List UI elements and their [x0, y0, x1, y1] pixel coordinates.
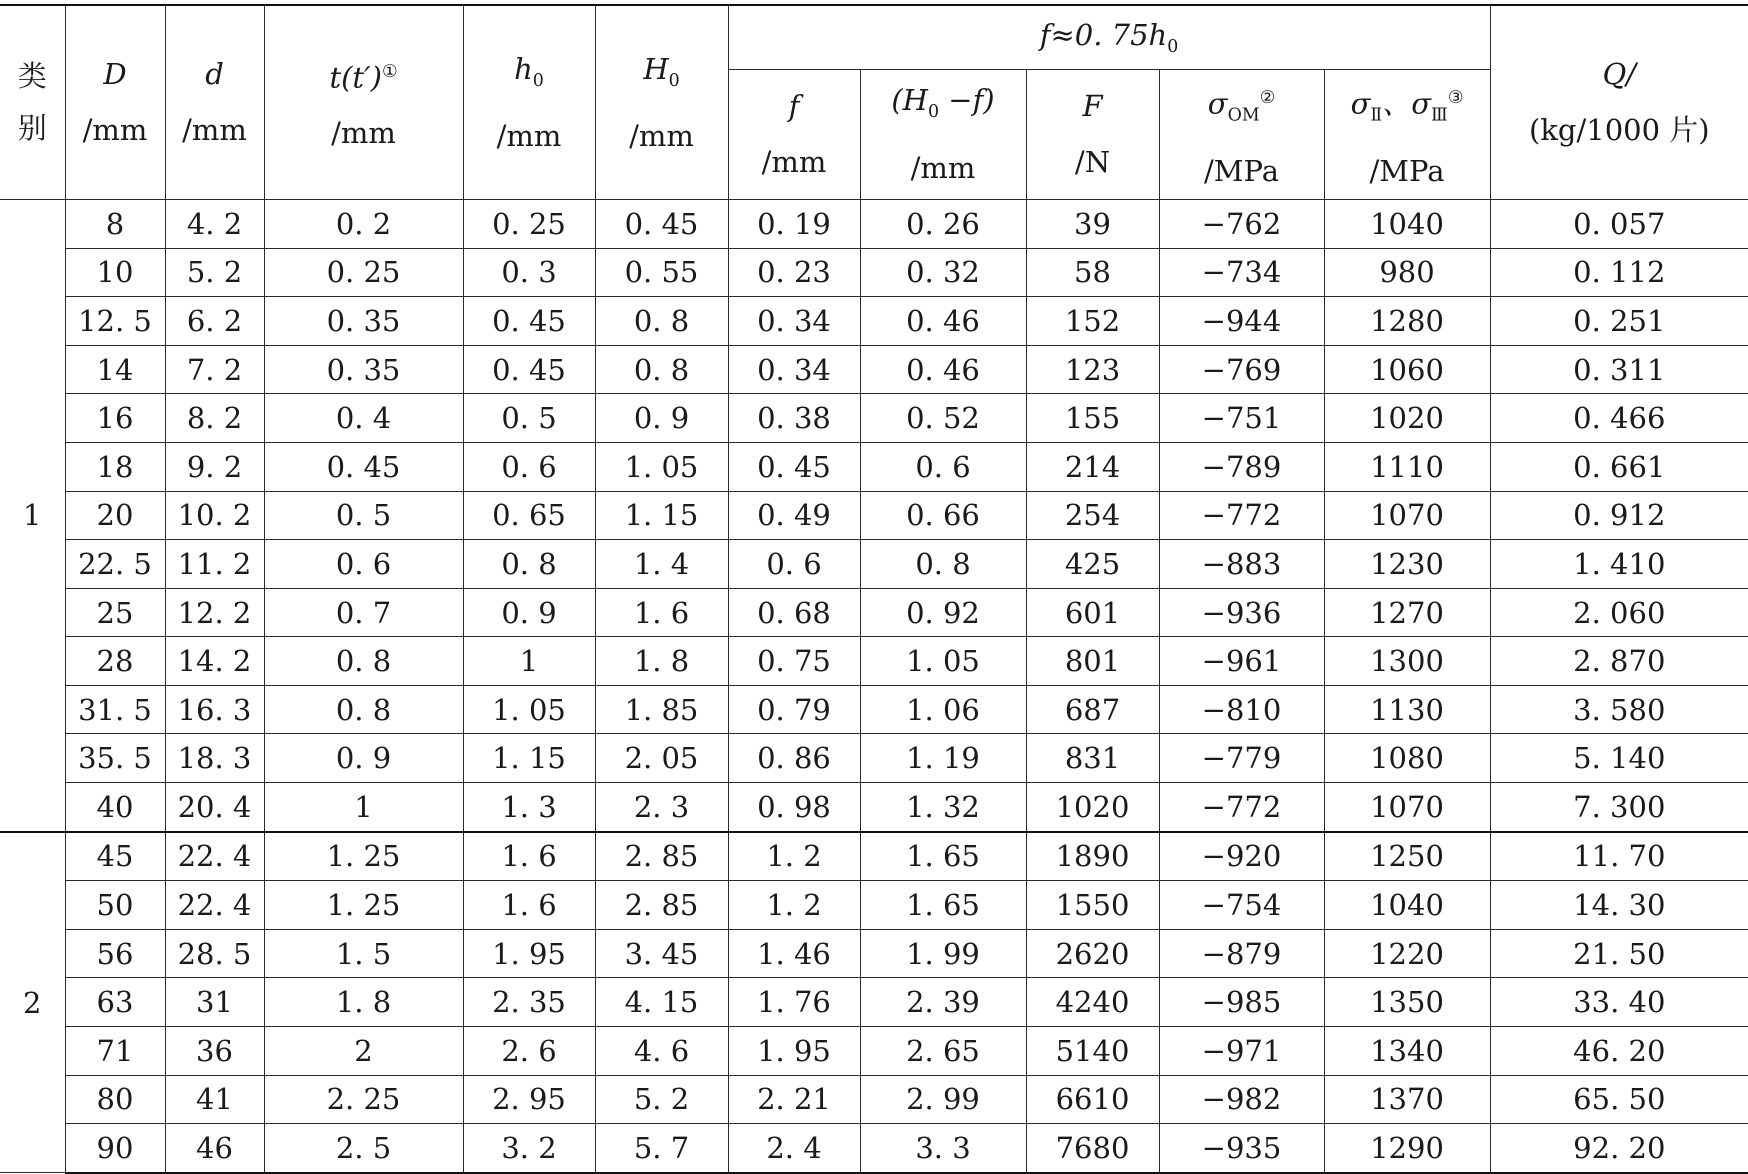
- header-F-unit: /N: [1074, 145, 1111, 180]
- table-cell: 0. 35: [264, 297, 463, 346]
- table-cell: 0. 25: [264, 248, 463, 297]
- table-cell: 2. 060: [1490, 588, 1748, 637]
- table-row: [0, 1124, 1748, 1173]
- table-cell: 0. 912: [1490, 491, 1748, 540]
- table-cell: 46. 20: [1490, 1027, 1748, 1076]
- table-cell: 5. 2: [595, 1075, 728, 1124]
- table-cell: 2: [264, 1027, 463, 1076]
- table-cell: −985: [1159, 978, 1324, 1027]
- table-cell: 2. 95: [463, 1075, 595, 1124]
- table-cell: 56: [65, 929, 165, 978]
- table-cell: −762: [1159, 199, 1324, 248]
- table-cell: 1. 8: [264, 978, 463, 1027]
- table-cell: 0. 7: [264, 588, 463, 637]
- table-cell: 71: [65, 1027, 165, 1076]
- table-cell: 1080: [1324, 734, 1490, 783]
- table-cell: −769: [1159, 345, 1324, 394]
- table-cell: 0. 46: [860, 345, 1026, 394]
- table-cell: 6. 2: [165, 297, 264, 346]
- table-cell: 25: [65, 588, 165, 637]
- table-cell: 1130: [1324, 685, 1490, 734]
- table-cell: 0. 45: [463, 345, 595, 394]
- table-row: [0, 685, 1748, 734]
- table-cell: 1. 19: [860, 734, 1026, 783]
- table-cell: 0. 9: [264, 734, 463, 783]
- table-cell: 0. 26: [860, 199, 1026, 248]
- table-cell: −879: [1159, 929, 1324, 978]
- table-cell: 0. 38: [728, 394, 860, 443]
- table-cell: −754: [1159, 881, 1324, 930]
- header-sigma-ii-iii: [1324, 69, 1490, 199]
- table-cell: 5. 2: [165, 248, 264, 297]
- header-H0f-pre: (H: [891, 83, 928, 118]
- table-cell: 0. 6: [860, 442, 1026, 491]
- table-cell: 0. 45: [728, 442, 860, 491]
- table-cell: −982: [1159, 1075, 1324, 1124]
- header-sigma-om: [1159, 69, 1324, 199]
- header-group-sub: 0: [1167, 36, 1179, 57]
- table-cell: 1. 65: [860, 832, 1026, 881]
- category-cell: 2: [0, 832, 65, 1173]
- table-cell: 40: [65, 783, 165, 832]
- table-cell: 92. 20: [1490, 1124, 1748, 1173]
- table-cell: −971: [1159, 1027, 1324, 1076]
- table-cell: 1060: [1324, 345, 1490, 394]
- table-cell: 0. 34: [728, 345, 860, 394]
- table-cell: 0. 75: [728, 637, 860, 686]
- table-cell: 1. 15: [595, 491, 728, 540]
- table-cell: −961: [1159, 637, 1324, 686]
- table-row: [0, 345, 1748, 394]
- table-cell: 7. 2: [165, 345, 264, 394]
- table-row: [0, 1027, 1748, 1076]
- table-cell: 1. 46: [728, 929, 860, 978]
- table-cell: 2. 5: [264, 1124, 463, 1173]
- table-cell: 18. 3: [165, 734, 264, 783]
- table-cell: 5140: [1026, 1027, 1159, 1076]
- table-cell: 980: [1324, 248, 1490, 297]
- table-cell: 1. 06: [860, 685, 1026, 734]
- table-cell: 22. 4: [165, 881, 264, 930]
- header-sigmaOM-note: ②: [1259, 87, 1276, 108]
- table-cell: −789: [1159, 442, 1324, 491]
- table-cell: 1. 2: [728, 881, 860, 930]
- table-cell: 1. 65: [860, 881, 1026, 930]
- table-cell: 5. 140: [1490, 734, 1748, 783]
- header-group-pre: f≈0. 75h: [1039, 17, 1168, 52]
- table-cell: 3. 2: [463, 1124, 595, 1173]
- table-cell: 0. 9: [463, 588, 595, 637]
- table-cell: −920: [1159, 832, 1324, 881]
- table-cell: 50: [65, 881, 165, 930]
- header-t-unit: /mm: [331, 116, 396, 151]
- table-cell: 831: [1026, 734, 1159, 783]
- table-cell: 4. 2: [165, 199, 264, 248]
- header-H0-minus-f: [860, 69, 1026, 199]
- table-cell: 1. 2: [728, 832, 860, 881]
- table-cell: 0. 4: [264, 394, 463, 443]
- table-cell: 12. 2: [165, 588, 264, 637]
- table-row: [0, 588, 1748, 637]
- header-H0f-post: −f): [939, 83, 995, 118]
- table-cell: 31: [165, 978, 264, 1027]
- table-cell: 65. 50: [1490, 1075, 1748, 1124]
- table-cell: −751: [1159, 394, 1324, 443]
- header-Q: [1490, 5, 1748, 199]
- table-cell: 0. 66: [860, 491, 1026, 540]
- header-Q-line2: (kg/1000 片): [1529, 113, 1710, 148]
- table-cell: 1. 4: [595, 540, 728, 589]
- table-cell: 0. 68: [728, 588, 860, 637]
- table-cell: 1. 6: [463, 881, 595, 930]
- table-cell: 2. 35: [463, 978, 595, 1027]
- table-row: [0, 783, 1748, 832]
- table-cell: 0. 25: [463, 199, 595, 248]
- table-cell: 0. 79: [728, 685, 860, 734]
- table-cell: −810: [1159, 685, 1324, 734]
- table-cell: 1. 8: [595, 637, 728, 686]
- table-cell: 1. 3: [463, 783, 595, 832]
- table-row: [0, 978, 1748, 1027]
- table-cell: 1230: [1324, 540, 1490, 589]
- table-cell: 2. 4: [728, 1124, 860, 1173]
- header-d-symbol: d: [205, 57, 224, 92]
- table-row: [0, 881, 1748, 930]
- table-cell: 1040: [1324, 199, 1490, 248]
- header-sigmaII-sub2: Ⅲ: [1431, 104, 1448, 125]
- header-category: [0, 5, 65, 199]
- table-cell: 0. 5: [463, 394, 595, 443]
- table-cell: 39: [1026, 199, 1159, 248]
- table-cell: 1110: [1324, 442, 1490, 491]
- table-cell: 123: [1026, 345, 1159, 394]
- table-cell: −936: [1159, 588, 1324, 637]
- table-cell: 0. 23: [728, 248, 860, 297]
- table-cell: 36: [165, 1027, 264, 1076]
- table-row: [0, 491, 1748, 540]
- table-cell: 28. 5: [165, 929, 264, 978]
- table-row: [0, 442, 1748, 491]
- table-cell: 0. 6: [728, 540, 860, 589]
- table-cell: 28: [65, 637, 165, 686]
- table-cell: 8. 2: [165, 394, 264, 443]
- table-cell: 0. 34: [728, 297, 860, 346]
- table-cell: 1. 95: [728, 1027, 860, 1076]
- table-cell: 0. 8: [264, 685, 463, 734]
- table-cell: 1. 95: [463, 929, 595, 978]
- table-cell: 1020: [1026, 783, 1159, 832]
- table-cell: 0. 45: [463, 297, 595, 346]
- table-cell: 41: [165, 1075, 264, 1124]
- table-cell: 21. 50: [1490, 929, 1748, 978]
- header-D-unit: /mm: [82, 113, 148, 148]
- table-cell: 1. 15: [463, 734, 595, 783]
- table-cell: 0. 65: [463, 491, 595, 540]
- table-cell: 9. 2: [165, 442, 264, 491]
- table-cell: 6610: [1026, 1075, 1159, 1124]
- table-cell: 22. 4: [165, 832, 264, 881]
- table-row: [0, 248, 1748, 297]
- table-cell: 1890: [1026, 832, 1159, 881]
- table-cell: 4. 6: [595, 1027, 728, 1076]
- table-cell: 33. 40: [1490, 978, 1748, 1027]
- table-cell: 1. 5: [264, 929, 463, 978]
- table-cell: 1. 99: [860, 929, 1026, 978]
- table-cell: 14. 30: [1490, 881, 1748, 930]
- table-cell: 0. 46: [860, 297, 1026, 346]
- table-cell: 11. 2: [165, 540, 264, 589]
- table-cell: 90: [65, 1124, 165, 1173]
- table-cell: 2. 6: [463, 1027, 595, 1076]
- table-cell: 1. 05: [595, 442, 728, 491]
- table-cell: 46: [165, 1124, 264, 1173]
- table-cell: 1. 410: [1490, 540, 1748, 589]
- table-cell: 2. 21: [728, 1075, 860, 1124]
- header-sigmaOM-sub: OM: [1227, 104, 1260, 125]
- header-t-symbol: t(t′): [329, 60, 382, 95]
- table-cell: 1070: [1324, 491, 1490, 540]
- table-cell: 2. 25: [264, 1075, 463, 1124]
- table-cell: 3. 3: [860, 1124, 1026, 1173]
- table-cell: 4. 15: [595, 978, 728, 1027]
- table-cell: 11. 70: [1490, 832, 1748, 881]
- table-cell: 10. 2: [165, 491, 264, 540]
- table-row: [0, 1075, 1748, 1124]
- header-h0-symbol: h: [514, 51, 533, 86]
- table-cell: 1220: [1324, 929, 1490, 978]
- header-h0-sub: 0: [532, 70, 544, 91]
- table-cell: −772: [1159, 783, 1324, 832]
- table-cell: 0. 057: [1490, 199, 1748, 248]
- table-cell: 2. 99: [860, 1075, 1026, 1124]
- header-D: [65, 5, 165, 199]
- header-t: [264, 5, 463, 199]
- table-cell: 0. 8: [463, 540, 595, 589]
- table-cell: 1070: [1324, 783, 1490, 832]
- table-cell: 601: [1026, 588, 1159, 637]
- table-cell: 0. 8: [264, 637, 463, 686]
- table-cell: −935: [1159, 1124, 1324, 1173]
- table-cell: −944: [1159, 297, 1324, 346]
- table-cell: 12. 5: [65, 297, 165, 346]
- table-cell: 1. 6: [463, 832, 595, 881]
- table-cell: 0. 86: [728, 734, 860, 783]
- table-cell: 801: [1026, 637, 1159, 686]
- header-group-f: [728, 5, 1490, 69]
- header-H0: [595, 5, 728, 199]
- header-f-symbol: f: [788, 89, 800, 124]
- header-sigmaII-symbol: σ: [1350, 86, 1371, 121]
- table-body: [0, 199, 1748, 1172]
- table-cell: 22. 5: [65, 540, 165, 589]
- table-cell: 0. 5: [264, 491, 463, 540]
- table-cell: 1. 05: [860, 637, 1026, 686]
- table-cell: −779: [1159, 734, 1324, 783]
- table-cell: 1. 76: [728, 978, 860, 1027]
- table-cell: 1370: [1324, 1075, 1490, 1124]
- header-H0f-sub: 0: [927, 102, 940, 123]
- header-D-symbol: D: [103, 57, 127, 92]
- table-cell: 4240: [1026, 978, 1159, 1027]
- header-F-symbol: F: [1082, 89, 1103, 124]
- table-cell: 0. 8: [595, 345, 728, 394]
- table-cell: −883: [1159, 540, 1324, 589]
- table-cell: 80: [65, 1075, 165, 1124]
- table-cell: 1300: [1324, 637, 1490, 686]
- table-cell: 1250: [1324, 832, 1490, 881]
- table-cell: 155: [1026, 394, 1159, 443]
- table-cell: 1. 85: [595, 685, 728, 734]
- header-h0: [463, 5, 595, 199]
- table-cell: 1: [463, 637, 595, 686]
- table-cell: 0. 466: [1490, 394, 1748, 443]
- header-F: [1026, 69, 1159, 199]
- table-cell: 35. 5: [65, 734, 165, 783]
- header-category-line1: 类: [17, 59, 47, 94]
- table-cell: 0. 19: [728, 199, 860, 248]
- table-row: [0, 929, 1748, 978]
- table-cell: 58: [1026, 248, 1159, 297]
- table-cell: 1280: [1324, 297, 1490, 346]
- header-sigmaII-note: ③: [1447, 87, 1464, 108]
- table-cell: 1350: [1324, 978, 1490, 1027]
- table-cell: 7. 300: [1490, 783, 1748, 832]
- table-cell: 2. 05: [595, 734, 728, 783]
- table-row: [0, 637, 1748, 686]
- table-cell: −734: [1159, 248, 1324, 297]
- table-cell: 0. 35: [264, 345, 463, 394]
- header-sigmaII-mid: 、σ: [1382, 86, 1432, 121]
- table-cell: 152: [1026, 297, 1159, 346]
- table-cell: 10: [65, 248, 165, 297]
- table-cell: 687: [1026, 685, 1159, 734]
- table-cell: 63: [65, 978, 165, 1027]
- table-cell: 0. 52: [860, 394, 1026, 443]
- header-sigmaOM-unit: /MPa: [1204, 153, 1279, 188]
- table-cell: 18: [65, 442, 165, 491]
- table-cell: 2. 870: [1490, 637, 1748, 686]
- header-sigmaII-sub: Ⅱ: [1370, 104, 1383, 125]
- table-cell: 0. 112: [1490, 248, 1748, 297]
- header-t-note: ①: [381, 61, 398, 82]
- table-cell: 2620: [1026, 929, 1159, 978]
- header-f: [728, 69, 860, 199]
- table-cell: 0. 251: [1490, 297, 1748, 346]
- header-d: [165, 5, 264, 199]
- header-H0-symbol: H: [643, 51, 669, 86]
- table-cell: 0. 45: [595, 199, 728, 248]
- header-sigmaII-unit: /MPa: [1369, 153, 1445, 188]
- table-cell: 20. 4: [165, 783, 264, 832]
- table-row: [0, 394, 1748, 443]
- table-cell: 45: [65, 832, 165, 881]
- table-cell: 16. 3: [165, 685, 264, 734]
- table-row: [0, 734, 1748, 783]
- table-cell: 5. 7: [595, 1124, 728, 1173]
- table-cell: 3. 580: [1490, 685, 1748, 734]
- table-cell: 3. 45: [595, 929, 728, 978]
- table-cell: 14: [65, 345, 165, 394]
- table-cell: 0. 49: [728, 491, 860, 540]
- table-header: [0, 5, 1748, 199]
- table-cell: 1. 25: [264, 881, 463, 930]
- table-cell: 425: [1026, 540, 1159, 589]
- table-cell: 0. 661: [1490, 442, 1748, 491]
- table-cell: 214: [1026, 442, 1159, 491]
- header-d-unit: /mm: [182, 113, 247, 148]
- table-cell: 1. 6: [595, 588, 728, 637]
- table-cell: 1. 05: [463, 685, 595, 734]
- table-cell: 254: [1026, 491, 1159, 540]
- table-cell: 20: [65, 491, 165, 540]
- table-cell: 16: [65, 394, 165, 443]
- table-cell: 7680: [1026, 1124, 1159, 1173]
- table-cell: 0. 6: [463, 442, 595, 491]
- header-Q-line1: Q/: [1602, 57, 1637, 92]
- table-cell: 1550: [1026, 881, 1159, 930]
- table-cell: 0. 8: [860, 540, 1026, 589]
- table-cell: 0. 9: [595, 394, 728, 443]
- table-cell: 1270: [1324, 588, 1490, 637]
- table-cell: −772: [1159, 491, 1324, 540]
- table-cell: 0. 311: [1490, 345, 1748, 394]
- header-H0f-unit: /mm: [910, 151, 976, 186]
- table-cell: 2. 85: [595, 832, 728, 881]
- table-cell: 2. 65: [860, 1027, 1026, 1076]
- table-cell: 14. 2: [165, 637, 264, 686]
- header-H0-sub: 0: [668, 70, 680, 91]
- table-cell: 1040: [1324, 881, 1490, 930]
- table-cell: 0. 92: [860, 588, 1026, 637]
- table-cell: 0. 3: [463, 248, 595, 297]
- table-cell: 2. 85: [595, 881, 728, 930]
- spring-spec-table: [0, 4, 1748, 1174]
- table-cell: 0. 55: [595, 248, 728, 297]
- table-cell: 1: [264, 783, 463, 832]
- header-f-unit: /mm: [761, 145, 827, 180]
- table-cell: 2. 39: [860, 978, 1026, 1027]
- table-cell: 1340: [1324, 1027, 1490, 1076]
- table-cell: 31. 5: [65, 685, 165, 734]
- header-category-line2: 别: [17, 111, 47, 146]
- table-cell: 1. 25: [264, 832, 463, 881]
- table-cell: 0. 32: [860, 248, 1026, 297]
- table-row: [0, 540, 1748, 589]
- table-cell: 8: [65, 199, 165, 248]
- header-sigmaOM-symbol: σ: [1207, 86, 1228, 121]
- table-row: [0, 297, 1748, 346]
- table-cell: 1020: [1324, 394, 1490, 443]
- table-cell: 0. 98: [728, 783, 860, 832]
- table-cell: 1290: [1324, 1124, 1490, 1173]
- table-row: [0, 199, 1748, 248]
- table-cell: 0. 2: [264, 199, 463, 248]
- table-cell: 0. 8: [595, 297, 728, 346]
- table-cell: 2. 3: [595, 783, 728, 832]
- table-row: [0, 832, 1748, 881]
- header-H0-unit: /mm: [629, 119, 694, 154]
- category-cell: 1: [0, 199, 65, 831]
- table-cell: 0. 6: [264, 540, 463, 589]
- header-h0-unit: /mm: [496, 119, 562, 154]
- table-cell: 0. 45: [264, 442, 463, 491]
- table-cell: 1. 32: [860, 783, 1026, 832]
